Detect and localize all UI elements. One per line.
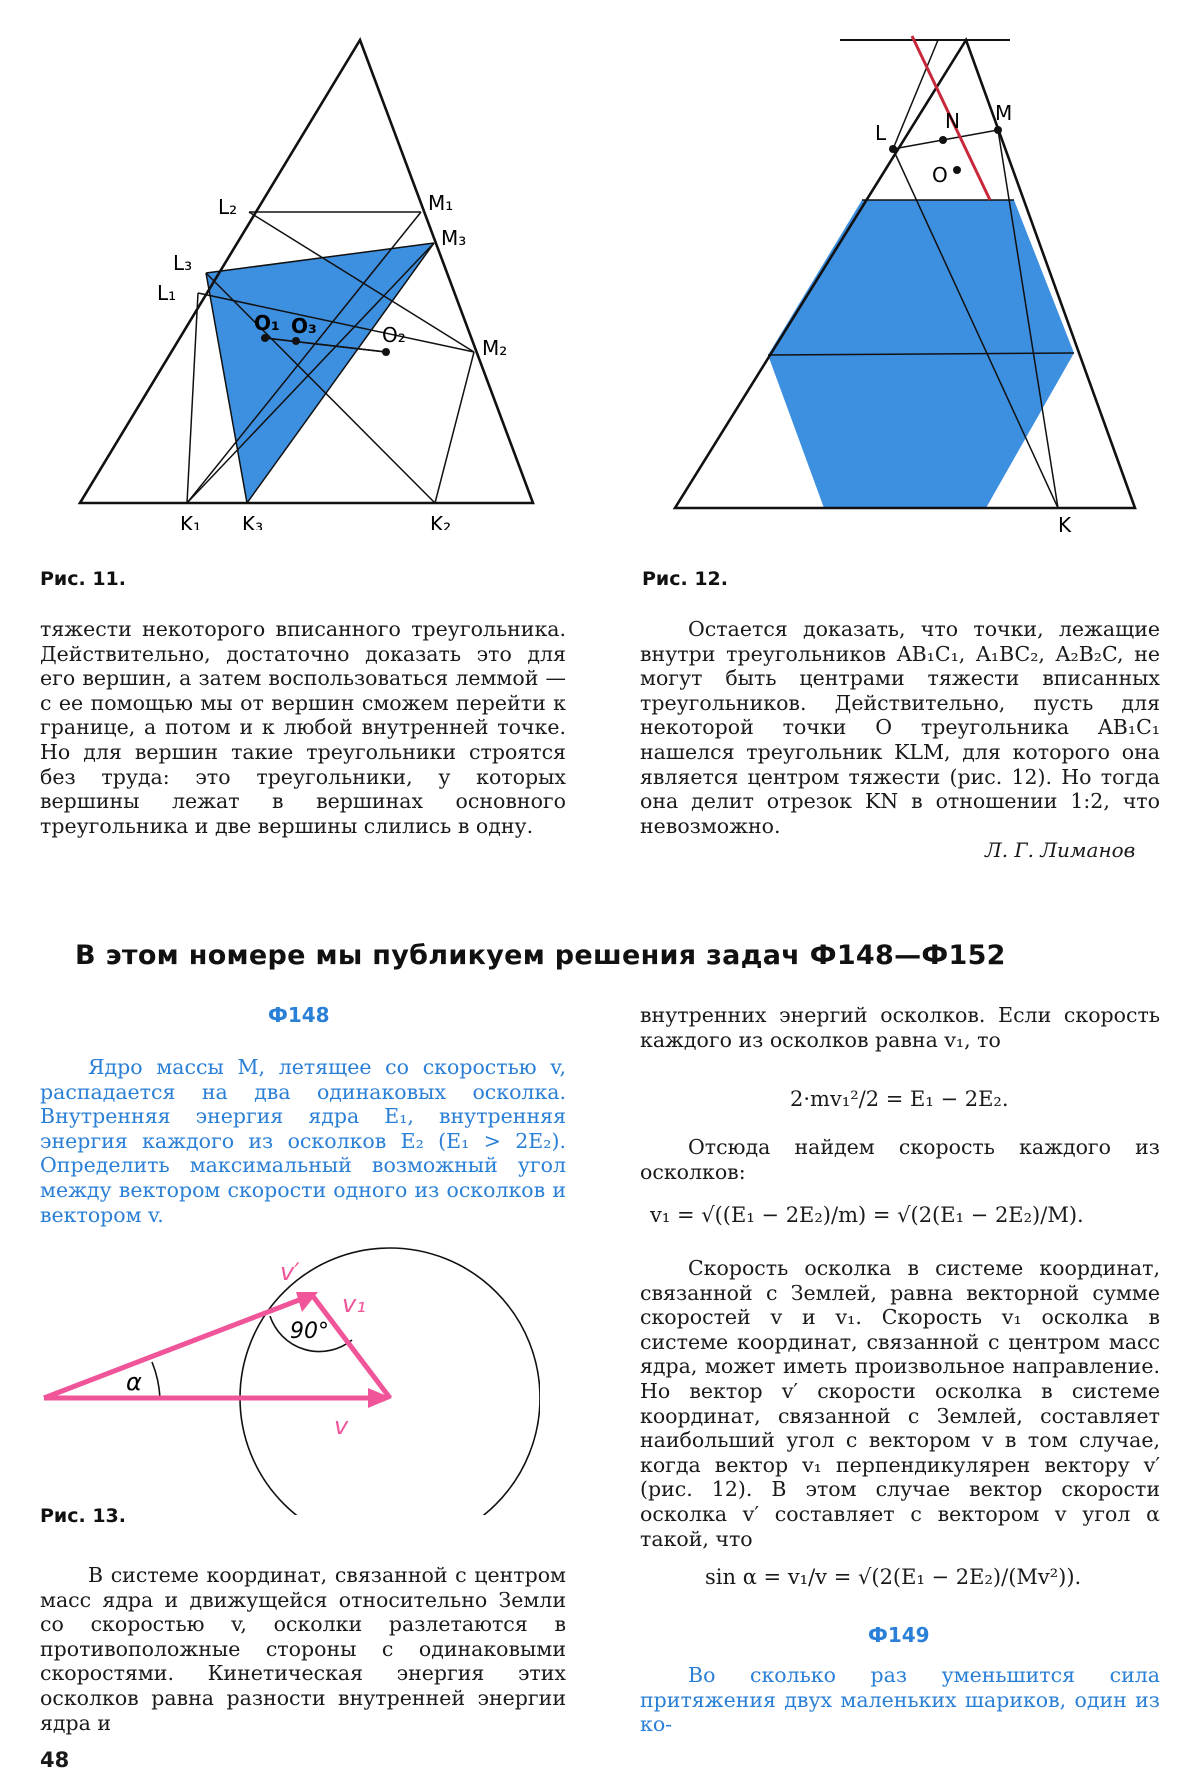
f148-title: Ф148 bbox=[268, 1003, 330, 1027]
f148-solution-right-1: внутренних энергий осколков. Если скорость каждого из осколков равна v₁, то bbox=[640, 1003, 1160, 1052]
fig13-circle bbox=[240, 1248, 540, 1515]
fig13-label-alpha: α bbox=[126, 1368, 142, 1396]
fig12-label-n: N bbox=[945, 109, 960, 133]
fig13-arrowhead-v bbox=[368, 1388, 392, 1408]
fig12-point-l bbox=[889, 145, 897, 153]
fig12-label-m: M bbox=[995, 101, 1013, 125]
figure-13 bbox=[40, 1245, 540, 1515]
fig11-point-o3 bbox=[292, 337, 300, 345]
fig11-label-o3: O₃ bbox=[291, 314, 317, 338]
page-number: 48 bbox=[40, 1748, 70, 1772]
fig11-label-k3: K₃ bbox=[242, 512, 264, 530]
fig11-label-o1: O₁ bbox=[254, 311, 280, 335]
fig11-label-l3: L₃ bbox=[173, 251, 193, 275]
fig11-point-o1 bbox=[261, 334, 269, 342]
fig12-point-o bbox=[953, 166, 961, 174]
f148-formula-2: v₁ = √((E₁ − 2E₂)/m) = √(2(E₁ − 2E₂)/M). bbox=[650, 1203, 1084, 1227]
fig12-label-l: L bbox=[875, 121, 887, 145]
fig11-label-k1: K₁ bbox=[180, 512, 202, 530]
fig12-label-o: O bbox=[932, 163, 948, 187]
fig11-label-m1: M₁ bbox=[428, 191, 454, 215]
f148-solution-right-2: Отсюда найдем скорость каждого из осколков: bbox=[640, 1135, 1160, 1184]
fig11-label-m3: M₃ bbox=[441, 226, 467, 250]
fig11-label-o2: O₂ bbox=[382, 323, 406, 347]
fig13-caption: Рис. 13. bbox=[40, 1505, 126, 1527]
fig13-label-90: 90° bbox=[290, 1319, 329, 1344]
fig11-label-m2: M₂ bbox=[482, 336, 508, 360]
fig11-point-o2 bbox=[382, 348, 390, 356]
signature: Л. Г. Лиманов bbox=[985, 838, 1136, 862]
f148-problem: Ядро массы M, летящее со скоростью v, распадается на два одинаковых осколка. Внутренняя энергия ядра E₁, внутренняя энергия каждого из осколков E₂ (E₁ > 2E₂). Определить максимальный возможный угол между вектором скорости одного из осколков и вектором v. bbox=[40, 1055, 566, 1227]
fig13-label-vprime: v′ bbox=[280, 1258, 300, 1286]
f149-problem: Во сколько раз уменьшится сила притяжения двух маленьких шариков, один из ко- bbox=[640, 1663, 1160, 1737]
fig13-angle-alpha-arc bbox=[152, 1362, 160, 1398]
fig13-vector-vprime bbox=[44, 1295, 312, 1398]
f148-formula-1: 2·mv₁²/2 = E₁ − 2E₂. bbox=[790, 1087, 1009, 1111]
fig11-label-k2: K₂ bbox=[430, 512, 452, 530]
right-top-paragraph: Остается доказать, что точки, лежащие внутри треугольников AB₁C₁, A₁BC₂, A₂B₂C, не могут быть центрами тяжести вписанных треугольников. Действительно, пусть для некоторой точки O треугольника AB₁C₁ нашелся треугольник KLM, для которого она является центром тяжести (рис. 12). Но тогда она делит отрезок KN в отношении 1:2, что невозможно. bbox=[640, 617, 1160, 838]
f148-formula-3: sin α = v₁/v = √(2(E₁ − 2E₂)/(Mv²)). bbox=[705, 1565, 1082, 1589]
figure-12 bbox=[660, 20, 1180, 540]
fig12-point-m bbox=[994, 126, 1002, 134]
f148-solution-right-3: Скорость осколка в системе координат, связанной с Землей, равна векторной сумме скоростей v и v₁. Скорость v₁ осколка в системе координат, связанной с центром масс ядра, может иметь произвольное направление. Но вектор v′ скорости осколка в системе координат, связанной с Землей, составляет наибольший угол с вектором v в том случае, когда вектор v₁ перпендикулярен вектору v′ (рис. 12). В этом случае вектор скорости осколка v′ составляет с вектором v угол α такой, что bbox=[640, 1256, 1160, 1551]
fig13-label-v: v bbox=[334, 1412, 349, 1440]
fig11-caption: Рис. 11. bbox=[40, 568, 126, 590]
fig11-label-l2: L₂ bbox=[218, 195, 238, 219]
fig12-label-k: K bbox=[1058, 513, 1072, 537]
f148-solution-left: В системе координат, связанной с центром масс ядра и движущейся относительно Земли со скоростью v, осколки разлетаются в противоположные стороны с одинаковыми скоростями. Кинетическая энергия этих осколков равна разности внутренней энергии ядра и bbox=[40, 1563, 566, 1735]
fig11-label-l1: L₁ bbox=[157, 281, 177, 305]
fig13-label-v1: v₁ bbox=[342, 1290, 366, 1318]
fig12-caption: Рис. 12. bbox=[642, 568, 728, 590]
left-top-paragraph: тяжести некоторого вписанного треугольника. Действительно, достаточно доказать это для его вершин, а затем воспользоваться леммой — с ее помощью мы от вершин сможем перейти к границе, а потом и к любой внутренней точке. Но для вершин такие треугольники строятся без труда: это треугольники, у которых вершины лежат в вершинах основного треугольника и две вершины слились в одну. bbox=[40, 617, 566, 838]
figure-11 bbox=[50, 20, 550, 530]
f149-title: Ф149 bbox=[868, 1623, 930, 1647]
section-headline: В этом номере мы публикуем решения задач Ф148—Ф152 bbox=[75, 940, 1006, 971]
fig12-point-n bbox=[939, 136, 947, 144]
